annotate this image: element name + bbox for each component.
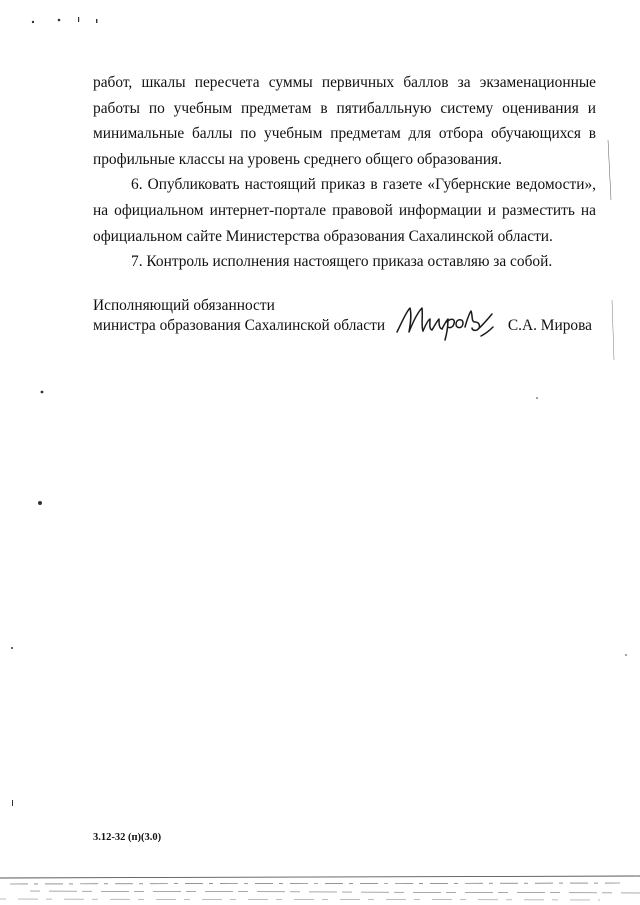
form-code: 3.12-32 (п)(3.0) [93, 832, 162, 843]
signature-block [93, 296, 596, 346]
paragraph-item-6: 6. Опубликовать настоящий приказ в газете «Губернские ведомости», на официальном интернет-портале правовой информации и разместить на официальном сайте Министерства образования Сахалинской области. [93, 176, 596, 245]
signatory-name: С.А. Мирова [507, 317, 592, 334]
document-body [93, 70, 596, 275]
paragraph-continuation: работ, шкалы пересчета суммы первичных баллов за экзаменационные работы по учебным предметам в пятибалльную систему оценивания и минимальные баллы по учебным предметам для отбора обучающихся в профильные классы на уровень среднего общего образования. [93, 74, 596, 168]
handwritten-signature [393, 300, 497, 342]
paragraph-item-7: 7. Контроль исполнения настоящего приказа оставляю за собой. [131, 253, 553, 271]
signatory-title-line-2: министра образования Сахалинской области [93, 317, 386, 334]
signatory-title-line-1: Исполняющий обязанности [93, 297, 275, 314]
